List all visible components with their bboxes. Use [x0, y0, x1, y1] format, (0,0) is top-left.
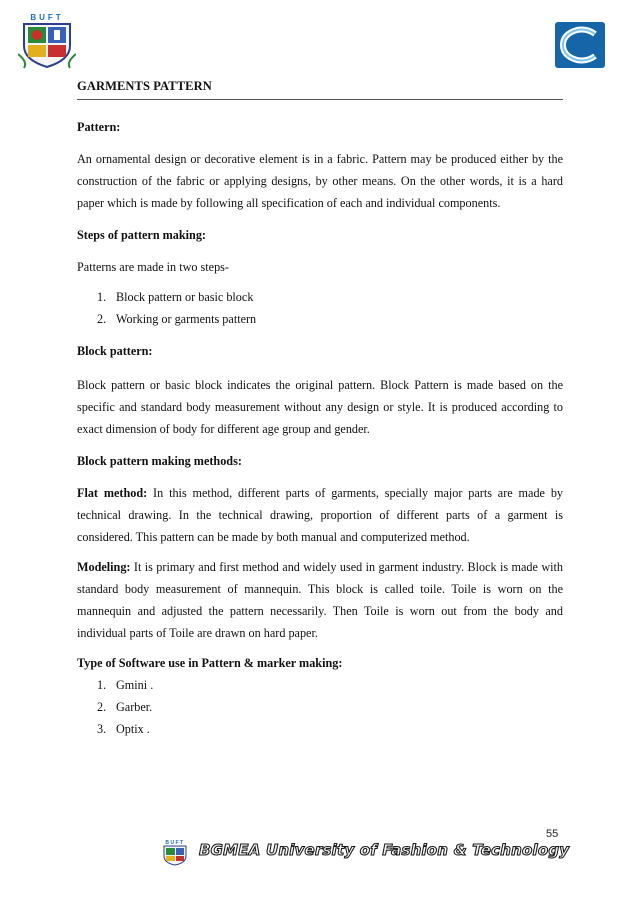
pattern-title: Pattern:: [77, 120, 121, 134]
steps-title: Steps of pattern making:: [77, 228, 206, 242]
methods-title: Block pattern making methods:: [77, 454, 242, 468]
steps-intro: Patterns are made in two steps-: [77, 260, 229, 274]
list-item: 2. Working or garments pattern: [97, 312, 257, 326]
list-item: 2. Garber.: [97, 700, 153, 714]
buft-logo: [18, 10, 76, 70]
footer-banner: [157, 838, 570, 868]
software-list: [77, 674, 563, 740]
document-body: [77, 116, 563, 740]
svg-text:BUFT: BUFT: [30, 13, 64, 22]
block-body: Block pattern or basic block indicates the original pattern. Block Pattern is made based on the specific and standard body measurement without any design or style. It is produced according to exact dimension of body for different age group and gender.: [77, 378, 563, 436]
university-name: BGMEA University of Fashion & Technology: [199, 841, 570, 859]
heading-divider: [77, 99, 563, 100]
modeling-paragraph: Modeling: It is primary and first method and widely used in garment industry. Block is made with standard body measurement of mannequin. This block is called toile. Toile is worn on the mannequin and adjusted the pattern necessarily. Then Toile is worn out from the body and individual parts of Toile are drawn on hard paper.: [77, 560, 563, 640]
pattern-body: An ornamental design or decorative element is in a fabric. Pattern may be produced either by the construction of the fabric or applying designs, by other means. On the other words, it is a hard paper which is made by following all specification of each and individual components.: [77, 152, 563, 210]
list-item: 3. Optix .: [97, 722, 150, 736]
list-item: 1. Gmini .: [97, 678, 154, 692]
software-title: Type of Software use in Pattern & marker making:: [77, 656, 343, 670]
footer-logo-icon: [157, 838, 193, 866]
page-number: 55: [546, 828, 559, 840]
page-heading: GARMENTS PATTERN: [77, 79, 212, 93]
list-item: 1. Block pattern or basic block: [97, 290, 254, 304]
flat-method-paragraph: Flat method: In this method, different parts of garments, specially major parts are made by technical drawing. In the technical drawing, proportion of different parts of a garment is considered. This pattern can be made by both manual and computerized method.: [77, 486, 564, 544]
block-title: Block pattern:: [77, 344, 153, 358]
c-logo-icon: [555, 22, 605, 68]
steps-list: [77, 286, 563, 330]
svg-text:BUFT: BUFT: [165, 840, 185, 846]
